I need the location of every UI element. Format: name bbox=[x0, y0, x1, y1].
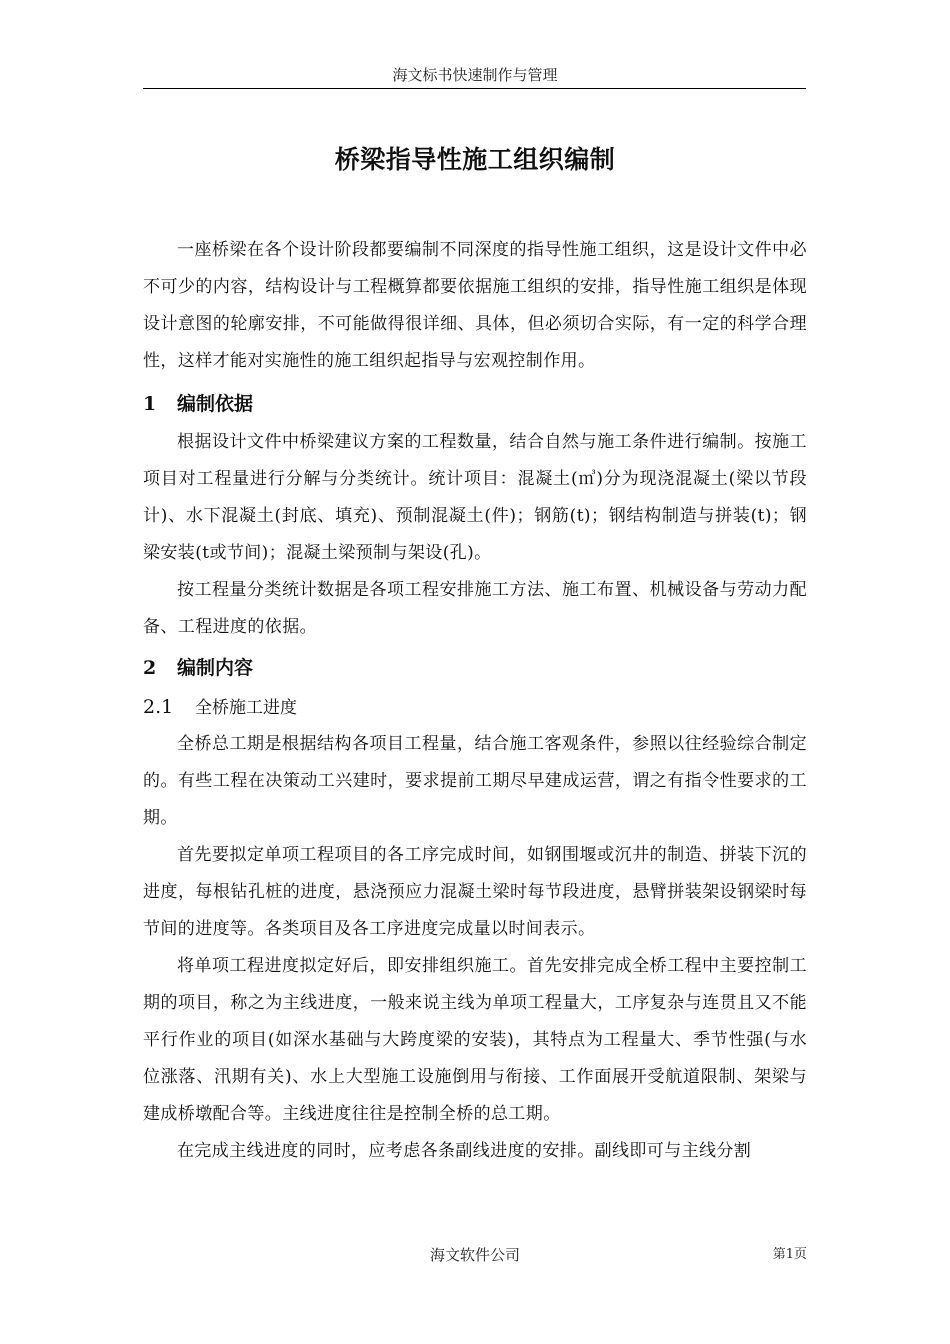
subsection-2-1-title: 全桥施工进度 bbox=[195, 698, 297, 718]
section-2-title: 编制内容 bbox=[177, 657, 254, 679]
section-2-paragraph-2: 首先要拟定单项工程项目的各工序完成时间，如钢围堰或沉井的制造、拼装下沉的进度，每根钻孔桩的进度，悬浇预应力混凝土梁时每节段进度，悬臂拼装架设钢梁时每节间的进度等。各类项目及各工序进度完成量以时间表示。 bbox=[143, 845, 807, 939]
subsection-2-1-heading bbox=[143, 688, 807, 726]
header-rule bbox=[143, 88, 806, 89]
section-2-paragraph-1: 全桥总工期是根据结构各项目工程量，结合施工客观条件，参照以往经验综合制定的。有些工程在决策动工兴建时，要求提前工期尽早建成运营，谓之有指令性要求的工期。 bbox=[143, 734, 807, 828]
section-2-number: 2 bbox=[143, 657, 157, 679]
document-title: 桥梁指导性施工组织编制 bbox=[334, 145, 616, 174]
subsection-2-1-number: 2.1 bbox=[143, 696, 174, 718]
page-number: 第1页 bbox=[772, 1247, 807, 1262]
section-1-paragraph-1: 根据设计文件中桥梁建议方案的工程数量，结合自然与施工条件进行编制。按施工项目对工程量进行分解与分类统计。统计项目：混凝土(㎥)分为现浇混凝土(梁以节段计)、水下混凝土(封底、填充)、预制混凝土(件)；钢筋(t)；钢结构制造与拼装(t)；钢梁安装(t或节间)；混凝土梁预制与架设(孔)。 bbox=[143, 432, 807, 563]
section-1-number: 1 bbox=[143, 393, 157, 415]
section-2-paragraph-3: 将单项工程进度拟定好后，即安排组织施工。首先安排完成全桥工程中主要控制工期的项目，称之为主线进度，一般来说主线为单项工程量大，工序复杂与连贯且又不能平行作业的项目(如深水基础与大跨度梁的安装)，其特点为工程量大、季节性强(与水位涨落、汛期有关)、水上大型施工设施倒用与衔接、工作面展开受航道限制、架梁与建成桥墩配合等。主线进度往往是控制全桥的总工期。 bbox=[143, 956, 807, 1124]
section-1-heading bbox=[143, 384, 807, 424]
page-header: 海文标书快速制作与管理 bbox=[392, 66, 558, 84]
section-2-heading bbox=[143, 648, 807, 688]
document-body bbox=[143, 232, 807, 1170]
intro-paragraph: 一座桥梁在各个设计阶段都要编制不同深度的指导性施工组织，这是设计文件中必不可少的内容，结构设计与工程概算都要依据施工组织的安排，指导性施工组织是体现设计意图的轮廓安排，不可能做得很详细、具体，但必须切合实际，有一定的科学合理性，这样才能对实施性的施工组织起指导与宏观控制作用。 bbox=[143, 240, 807, 371]
section-1-title: 编制依据 bbox=[177, 393, 254, 415]
footer-company: 海文软件公司 bbox=[429, 1246, 520, 1264]
section-2-paragraph-4: 在完成主线进度的同时，应考虑各条副线进度的安排。副线即可与主线分割 bbox=[177, 1141, 752, 1161]
section-1-paragraph-2: 按工程量分类统计数据是各项工程安排施工方法、施工布置、机械设备与劳动力配备、工程进度的依据。 bbox=[143, 580, 807, 637]
